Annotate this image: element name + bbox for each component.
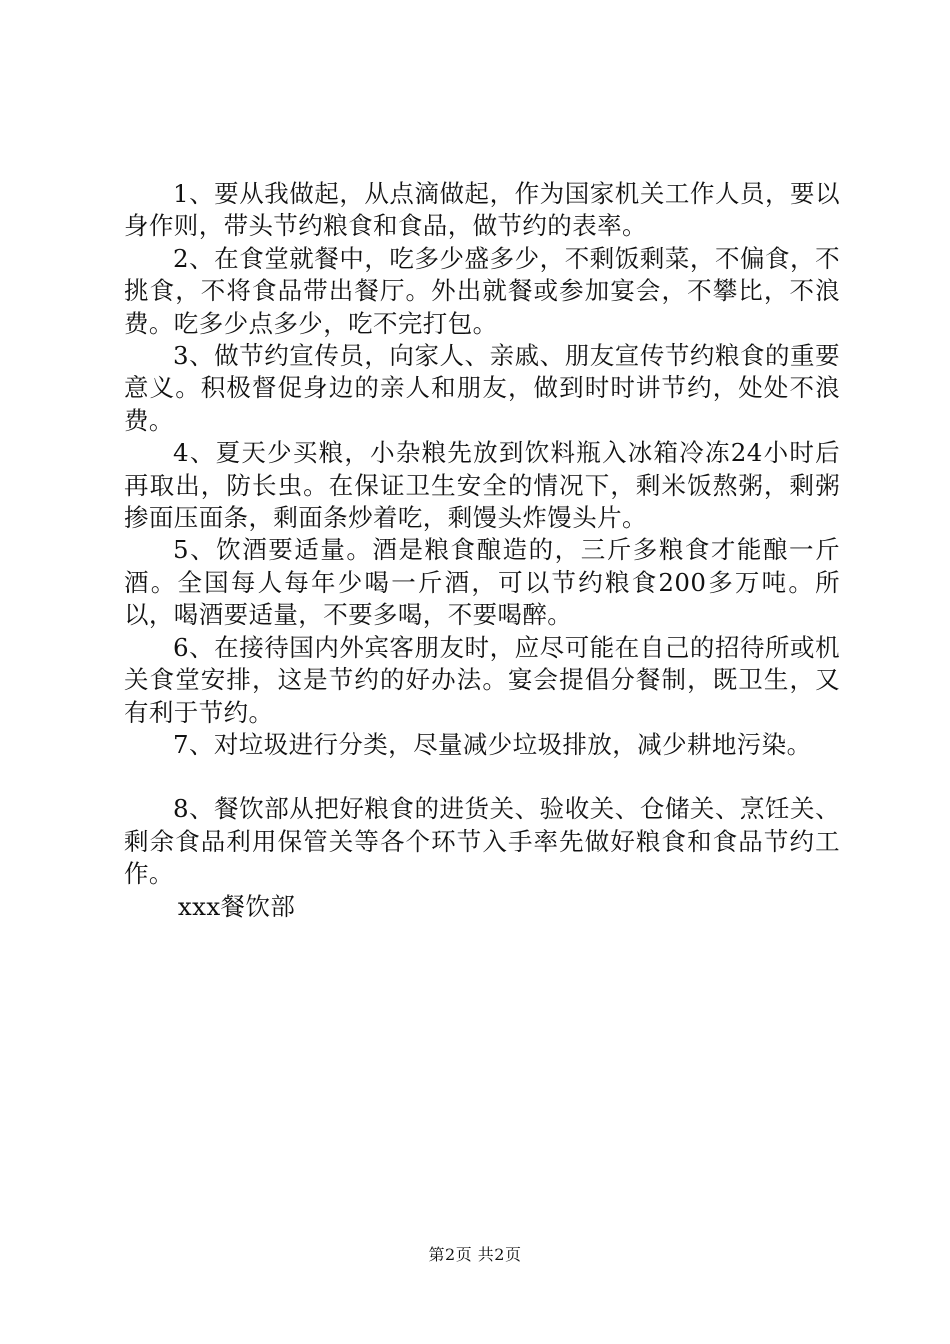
- paragraph-3: 3、做节约宣传员，向家人、亲戚、朋友宣传节约粮食的重要意义。积极督促身边的亲人和朋友，做到时时讲节约，处处不浪费。: [124, 341, 840, 435]
- paragraph-8: 8、餐饮部从把好粮食的进货关、验收关、仓储关、烹饪关、剩余食品利用保管关等各个环节入手率先做好粮食和食品节约工作。: [124, 794, 840, 889]
- paragraph-5: 5、饮酒要适量。酒是粮食酿造的，三斤多粮食才能酿一斤酒。全国每人每年少喝一斤酒，可以节约粮食200多万吨。所以，喝酒要适量，不要多喝，不要喝醉。: [124, 535, 840, 630]
- signature: xxx餐饮部: [177, 891, 296, 921]
- paragraph-1: 1、要从我做起，从点滴做起，作为国家机关工作人员，要以身作则，带头节约粮食和食品，做节约的表率。: [124, 179, 840, 241]
- paragraph-7: 7、对垃圾进行分类，尽量减少垃圾排放，减少耕地污染。: [173, 729, 812, 759]
- paragraph-2: 2、在食堂就餐中，吃多少盛多少，不剩饭剩菜，不偏食，不挑食，不将食品带出餐厅。外出就餐或参加宴会，不攀比，不浪费。吃多少点多少，吃不完打包。: [124, 243, 840, 338]
- paragraph-4: 4、夏天少买粮，小杂粮先放到饮料瓶入冰箱冷冻24小时后再取出，防长虫。在保证卫生安全的情况下，剩米饭熬粥，剩粥掺面压面条，剩面条炒着吃，剩馒头炸馒头片。: [124, 438, 840, 533]
- page-footer: [0, 1245, 950, 1265]
- document-body: [124, 178, 840, 923]
- paragraph-6: 6、在接待国内外宾客朋友时，应尽可能在自己的招待所或机关食堂安排，这是节约的好办法。宴会提倡分餐制，既卫生，又有利于节约。: [124, 632, 840, 727]
- page-indicator: 第2页 共2页: [428, 1245, 522, 1264]
